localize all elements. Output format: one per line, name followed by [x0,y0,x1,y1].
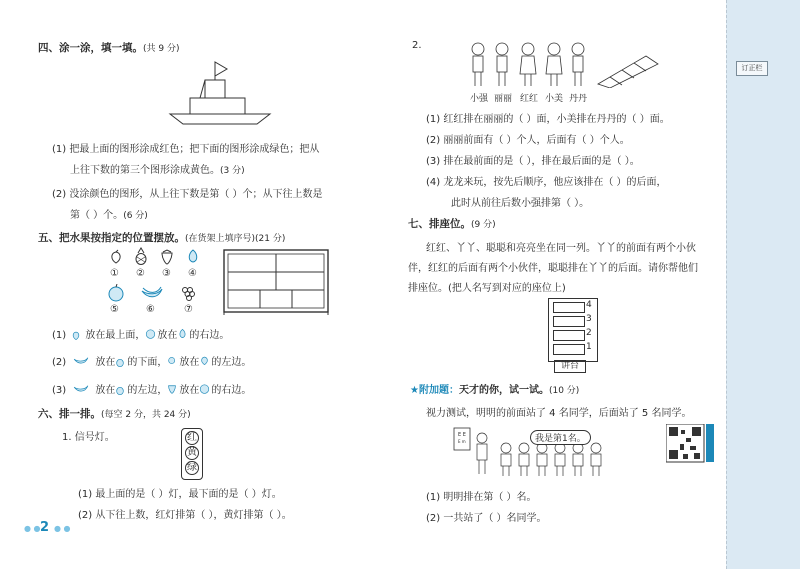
s4-q2-line2: 第（ ）个。(6 分) [70,210,148,221]
r-q4-line2: 此时从前往后数小强排第（ ）。 [451,198,590,209]
seat-4 [553,302,585,313]
apple-icon [107,284,125,302]
s6-q1: (1) 最上面的是（ ）灯，最下面的是（ ）灯。 [78,489,282,500]
hopscotch-grid [596,54,660,88]
side-tab: 订正栏 [736,61,768,76]
fruit-num-1: ① [110,268,119,279]
s6-q2: (2) 从下往上数，红灯排第（ ），黄灯排第（ ）。 [78,510,292,521]
r-q2: (2) 丽丽前面有（ ）个人，后面有（ ）个人。 [426,135,630,146]
page-dots-right: ● ● [54,524,71,533]
seat-3 [553,316,585,327]
qr-code[interactable] [666,424,714,468]
s7-text-1: 红红、丫丫、聪聪和亮亮坐在同一列。丫丫的前面有两个小伙 [426,243,696,254]
kid-label-4: 小美 [545,94,564,104]
section-4-heading: 四、涂一涂，填一填。(共 9 分) [38,42,180,54]
bonus-text: 视力测试，明明的前面站了 4 名同学，后面站了 5 名同学。 [426,408,692,419]
fruit-num-2: ② [136,268,145,279]
star-icon: ★ [410,385,419,396]
light-red: 红 [187,432,197,443]
peach-icon [69,330,85,341]
svg-text:E m: E m [458,439,466,444]
s5-q1: (1) 放在最上面， 放在 的右边。 [52,330,230,341]
strawberry-icon [160,249,174,265]
kids-in-line-illustration [466,40,596,98]
grapes-icon [167,355,179,369]
seat-num-4: 4 [586,300,592,310]
bonus-q1: (1) 明明排在第（ ）名。 [426,492,537,503]
correction-sidebar [726,0,800,569]
s5-q3: (3) 放在 的左边， 放在 的右边。 [52,381,251,398]
mango-icon [185,248,201,264]
hull-trapezoid [170,114,270,124]
flag-triangle [215,62,227,76]
podium: 讲台 [554,360,586,373]
left-sail [200,80,205,98]
kid-label-2: 丽丽 [494,94,513,104]
fruit-num-3: ③ [162,268,171,279]
kid-label-3: 红红 [520,94,539,104]
r-q1: (1) 红红排在丽丽的（ ）面，小美排在丹丹的（ ）面。 [426,114,670,125]
sub-2: 2. [412,40,422,51]
apple-icon [145,328,157,342]
fruit-num-5: ⑤ [110,304,119,315]
section-6-heading: 六、排一排。(每空 2 分，共 24 分) [38,408,191,420]
top-square [205,80,225,98]
s7-text-2: 伴，红红的后面有两个小伙伴，聪聪排在丫丫的后面。请你帮他们 [408,263,698,274]
strawberry-icon [167,383,179,397]
s4-q1-line1: (1) 把最上面的图形涂成红色；把下面的图形涂成绿色；把从 [52,144,320,155]
s5-q2: (2) 放在 的下面， 放在 的左边。 [52,353,251,370]
binding-line [726,0,728,569]
seat-num-2: 2 [586,328,592,338]
s4-q2-line1: (2) 没涂颜色的图形，从上往下数是第（ ）个；从下往上数是 [52,189,323,200]
s6-sub1: 1. 信号灯。 [62,432,115,443]
fruit-num-4: ④ [188,268,197,279]
bonus-heading: ★附加题：天才的你，试一试。(10 分) [410,385,580,396]
s7-text-3: 排座位。(把人名写到对应的座位上) [408,283,566,294]
pineapple-icon [115,355,127,370]
fruit-num-7: ⑦ [184,304,193,315]
grapes-icon [180,284,196,302]
shelf-diagram [222,248,332,316]
page-number: 2 [40,520,50,535]
banana-icon [140,285,164,301]
svg-text:E E: E E [458,432,466,438]
seat-1 [553,344,585,355]
pineapple-icon [134,247,148,265]
apple-icon [199,383,211,397]
page-dots-left: ● ● [24,524,41,533]
peach-icon [199,355,211,369]
banana-icon [69,355,95,369]
r-q3: (3) 排在最前面的是（ ），排在最后面的是（ ）。 [426,156,640,167]
light-yellow: 黄 [187,447,197,458]
fruit-num-6: ⑥ [146,304,155,315]
r-q4-line1: (4) 龙龙来玩，按先后顺序，他应该排在（ ）的后面， [426,177,667,188]
kid-label-1: 小强 [470,94,489,104]
mango-icon [177,328,189,342]
pineapple-icon [115,383,127,398]
speech-bubble: 我是第1名。 [530,430,591,445]
section-7-heading: 七、排座位。(9 分) [408,218,496,230]
section-5-heading: 五、把水果按指定的位置摆放。(在货架上填序号)(21 分) [38,232,286,244]
seat-num-3: 3 [586,314,592,324]
boat-figure [165,60,275,125]
banana-icon [69,383,95,397]
bonus-q2: (2) 一共站了（ ）名同学。 [426,513,547,524]
light-green: 绿 [187,462,197,473]
seat-2 [553,330,585,341]
kid-label-5: 丹丹 [569,94,588,104]
s4-q1-line2: 上往下数的第三个图形涂成黄色。(3 分) [70,165,245,176]
peach-icon [108,249,124,265]
seat-num-1: 1 [586,342,592,352]
